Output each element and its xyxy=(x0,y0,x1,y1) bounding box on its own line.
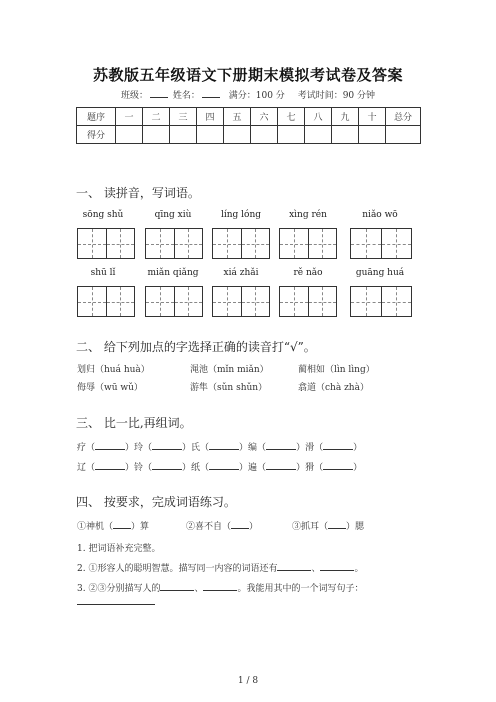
pinyin-label: líng lóng xyxy=(220,210,262,220)
question-3 xyxy=(77,581,363,594)
compare-row-1 xyxy=(77,440,362,453)
answer-blank[interactable] xyxy=(152,461,182,470)
writing-grid[interactable] xyxy=(145,286,203,317)
score-cell: 五 xyxy=(224,108,251,126)
score-header-row xyxy=(77,108,421,126)
pinyin-label: xiá zhǎi xyxy=(223,268,259,278)
writing-grid[interactable] xyxy=(350,286,412,317)
score-cell: 十 xyxy=(359,108,386,126)
exam-time: 考试时间：90 分钟 xyxy=(297,91,376,101)
section3-heading: 三、 比一比,再组词。 xyxy=(76,416,192,430)
char-label: ）纸（ xyxy=(182,463,210,473)
answer-blank[interactable] xyxy=(323,441,353,450)
answer-blank[interactable] xyxy=(209,441,239,450)
section2-heading: 二、 给下列加点的字选择正确的读音打“√”。 xyxy=(76,340,316,354)
idiom-item xyxy=(292,519,364,532)
reading-choice[interactable]: 蔺相如（lìn lìng） xyxy=(298,365,375,375)
reading-choice[interactable]: 游隼（sǔn shǔn） xyxy=(190,383,268,393)
idiom-text: ②喜不自（ xyxy=(186,522,232,532)
pinyin-label: shū lǐ xyxy=(90,268,116,278)
idiom-text: ①神机（ xyxy=(77,522,114,532)
char-label: ） xyxy=(353,443,363,453)
score-input[interactable] xyxy=(143,126,170,144)
score-cell: 二 xyxy=(143,108,170,126)
pinyin-label: qīng xiù xyxy=(154,210,192,220)
name-label: 姓名： xyxy=(172,91,200,101)
char-label: ）铃（ xyxy=(125,463,153,473)
writing-grid[interactable] xyxy=(279,228,337,259)
score-input[interactable] xyxy=(359,126,386,144)
writing-grid[interactable] xyxy=(212,228,270,259)
answer-blank[interactable] xyxy=(160,582,194,591)
answer-blank[interactable] xyxy=(209,461,239,470)
answer-blank[interactable] xyxy=(320,562,354,571)
answer-blank[interactable] xyxy=(95,441,125,450)
pinyin-label: miǎn qiǎng xyxy=(147,268,199,278)
answer-blank[interactable] xyxy=(277,562,311,571)
name-blank xyxy=(202,89,220,98)
score-cell: 六 xyxy=(251,108,278,126)
idiom-text: ）腮 xyxy=(346,522,365,532)
answer-blank[interactable] xyxy=(113,520,131,529)
question-2 xyxy=(77,561,363,574)
class-blank xyxy=(150,89,168,98)
char-label: ）玲（ xyxy=(125,443,153,453)
question-text: 、 xyxy=(311,564,321,574)
char-label: ）猾（ xyxy=(296,463,324,473)
question-text: 2. ①形容人的聪明智慧。描写同一内容的词语还有 xyxy=(77,564,278,574)
reading-choice[interactable]: 侮辱（wū wǔ） xyxy=(77,383,143,393)
writing-grid[interactable] xyxy=(145,228,203,259)
idiom-item xyxy=(77,519,149,532)
char-label: 辽（ xyxy=(77,463,96,473)
page-title: 苏教版五年级语文下册期末模拟考试卷及答案 xyxy=(92,66,403,84)
score-table xyxy=(76,107,421,144)
score-input[interactable] xyxy=(278,126,305,144)
writing-grid[interactable] xyxy=(212,286,270,317)
page-number: 1 / 8 xyxy=(237,676,259,686)
pinyin-label: rě nǎo xyxy=(293,268,323,278)
answer-blank[interactable] xyxy=(328,520,346,529)
score-input[interactable] xyxy=(332,126,359,144)
compare-row-2 xyxy=(77,460,362,473)
score-cell: 总分 xyxy=(386,108,421,126)
class-label: 班级： xyxy=(120,91,148,101)
score-input[interactable] xyxy=(305,126,332,144)
score-input[interactable] xyxy=(386,126,421,144)
writing-grid[interactable] xyxy=(279,286,337,317)
score-cell: 题序 xyxy=(77,108,116,126)
pinyin-label: xìng rén xyxy=(289,210,327,220)
pinyin-label: niǎo wō xyxy=(362,210,398,220)
score-cell: 七 xyxy=(278,108,305,126)
char-label: ） xyxy=(353,463,363,473)
section4-heading: 四、 按要求，完成词语练习。 xyxy=(76,495,236,509)
char-label: 疗（ xyxy=(77,443,96,453)
score-input[interactable] xyxy=(224,126,251,144)
score-value-row xyxy=(77,126,421,144)
writing-grid[interactable] xyxy=(350,228,412,259)
reading-choice[interactable]: 划归（huá huà） xyxy=(77,365,150,375)
score-input[interactable] xyxy=(251,126,278,144)
char-label: ）编（ xyxy=(239,443,267,453)
answer-blank[interactable] xyxy=(231,520,249,529)
idiom-text: ） xyxy=(249,522,259,532)
idiom-text: ）算 xyxy=(131,522,150,532)
pinyin-label: guāng huá xyxy=(355,268,405,278)
question-1: 1. 把词语补充完整。 xyxy=(77,544,161,554)
answer-blank[interactable] xyxy=(95,461,125,470)
char-label: ）氏（ xyxy=(182,443,210,453)
answer-blank[interactable] xyxy=(203,582,237,591)
pinyin-label: sōng shǔ xyxy=(82,210,124,220)
section1-heading: 一、 读拼音，写词语。 xyxy=(76,186,200,200)
reading-choice[interactable]: 渑池（mǐn miǎn） xyxy=(190,365,269,375)
reading-choice[interactable]: 翕道（chà zhà） xyxy=(298,383,369,393)
answer-blank[interactable] xyxy=(323,461,353,470)
question-text: 。 xyxy=(354,564,364,574)
score-cell: 八 xyxy=(305,108,332,126)
score-input[interactable] xyxy=(116,126,143,144)
char-label: ）滑（ xyxy=(296,443,324,453)
score-cell: 九 xyxy=(332,108,359,126)
full-score: 满分：100 分 xyxy=(228,91,285,101)
question-text: 3. ②③分别描写人的 xyxy=(77,584,161,594)
question-text: 。我能用其中的一个词写句子： xyxy=(237,584,364,594)
writing-grid[interactable] xyxy=(77,228,135,259)
score-cell: 四 xyxy=(197,108,224,126)
score-input[interactable] xyxy=(170,126,197,144)
score-cell: 三 xyxy=(170,108,197,126)
idiom-text: ③抓耳（ xyxy=(292,522,329,532)
answer-blank[interactable] xyxy=(266,461,296,470)
idiom-item xyxy=(186,519,258,532)
exam-info xyxy=(0,88,496,101)
answer-blank[interactable] xyxy=(266,441,296,450)
score-input[interactable] xyxy=(197,126,224,144)
sentence-answer-line[interactable] xyxy=(77,604,155,605)
writing-grid[interactable] xyxy=(77,286,135,317)
question-text: 、 xyxy=(194,584,204,594)
score-cell: 一 xyxy=(116,108,143,126)
char-label: ）遍（ xyxy=(239,463,267,473)
score-row-label: 得分 xyxy=(77,126,116,144)
answer-blank[interactable] xyxy=(152,441,182,450)
